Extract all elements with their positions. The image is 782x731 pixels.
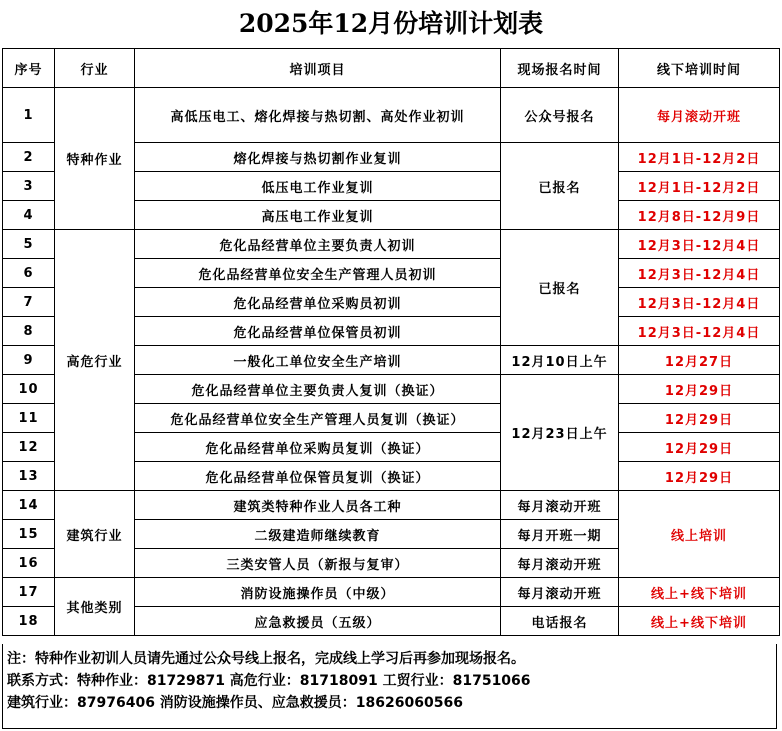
row-no: 1 (3, 88, 55, 143)
signup-cell: 每月滚动开班 (501, 549, 619, 578)
industry-cell: 建筑行业 (55, 491, 135, 578)
header-project: 培训项目 (135, 49, 501, 88)
training-time-cell: 每月滚动开班 (619, 88, 780, 143)
row-no: 12 (3, 433, 55, 462)
project-cell: 消防设施操作员（中级） (135, 578, 501, 607)
signup-cell: 12月23日上午 (501, 375, 619, 491)
training-time-cell: 线上培训 (619, 491, 780, 578)
project-cell: 高低压电工、熔化焊接与热切割、高处作业初训 (135, 88, 501, 143)
row-no: 8 (3, 317, 55, 346)
training-time-cell: 12月3日-12月4日 (619, 230, 780, 259)
project-cell: 危化品经营单位安全生产管理人员初训 (135, 259, 501, 288)
training-time-cell: 12月27日 (619, 346, 780, 375)
header-no: 序号 (3, 49, 55, 88)
training-time-cell: 12月29日 (619, 433, 780, 462)
training-time-cell: 12月29日 (619, 404, 780, 433)
project-cell: 三类安管人员（新报与复审） (135, 549, 501, 578)
industry-cell: 特种作业 (55, 88, 135, 230)
row-no: 4 (3, 201, 55, 230)
row-no: 6 (3, 259, 55, 288)
contact-line: 联系方式：特种作业：81729871 高危行业：81718091 工贸行业：81751066 (7, 673, 531, 689)
signup-cell: 已报名 (501, 230, 619, 346)
row-no: 5 (3, 230, 55, 259)
row-no: 17 (3, 578, 55, 607)
training-plan-table (2, 48, 780, 636)
training-time-cell: 12月1日-12月2日 (619, 172, 780, 201)
training-time-cell: 线上+线下培训 (619, 578, 780, 607)
training-time-cell: 12月29日 (619, 375, 780, 404)
industry-cell: 高危行业 (55, 230, 135, 491)
training-time-cell: 线上+线下培训 (619, 607, 780, 636)
table-header-row (3, 49, 780, 88)
table-row (3, 230, 780, 259)
project-cell: 一般化工单位安全生产培训 (135, 346, 501, 375)
project-cell: 危化品经营单位采购员复训（换证） (135, 433, 501, 462)
training-time-cell: 12月3日-12月4日 (619, 288, 780, 317)
row-no: 16 (3, 549, 55, 578)
training-time-cell: 12月3日-12月4日 (619, 259, 780, 288)
project-cell: 建筑类特种作业人员各工种 (135, 491, 501, 520)
training-time-cell: 12月8日-12月9日 (619, 201, 780, 230)
project-cell: 高压电工作业复训 (135, 201, 501, 230)
contact-line: 建筑行业：87976406 消防设施操作员、应急救援员：18626060566 (7, 695, 463, 711)
row-no: 11 (3, 404, 55, 433)
signup-cell: 电话报名 (501, 607, 619, 636)
industry-cell: 其他类别 (55, 578, 135, 636)
header-training-time: 线下培训时间 (619, 49, 780, 88)
header-industry: 行业 (55, 49, 135, 88)
project-cell: 二级建造师继续教育 (135, 520, 501, 549)
project-cell: 危化品经营单位采购员初训 (135, 288, 501, 317)
project-cell: 应急救援员（五级） (135, 607, 501, 636)
signup-cell: 每月开班一期 (501, 520, 619, 549)
row-no: 14 (3, 491, 55, 520)
signup-cell: 每月滚动开班 (501, 578, 619, 607)
notes-section (2, 644, 777, 729)
training-time-cell: 12月3日-12月4日 (619, 317, 780, 346)
project-cell: 危化品经营单位主要负责人复训（换证） (135, 375, 501, 404)
project-cell: 危化品经营单位主要负责人初训 (135, 230, 501, 259)
signup-cell: 12月10日上午 (501, 346, 619, 375)
page-title: 2025年12月份培训计划表 (238, 9, 544, 38)
row-no: 7 (3, 288, 55, 317)
row-no: 3 (3, 172, 55, 201)
project-cell: 危化品经营单位保管员初训 (135, 317, 501, 346)
project-cell: 危化品经营单位保管员复训（换证） (135, 462, 501, 491)
row-no: 9 (3, 346, 55, 375)
header-signup-time: 现场报名时间 (501, 49, 619, 88)
training-time-cell: 12月29日 (619, 462, 780, 491)
signup-cell: 已报名 (501, 143, 619, 230)
row-no: 13 (3, 462, 55, 491)
row-no: 18 (3, 607, 55, 636)
project-cell: 低压电工作业复训 (135, 172, 501, 201)
row-no: 10 (3, 375, 55, 404)
note-line: 注：特种作业初训人员请先通过公众号线上报名，完成线上学习后再参加现场报名。 (7, 651, 525, 667)
training-time-cell: 12月1日-12月2日 (619, 143, 780, 172)
signup-cell: 每月滚动开班 (501, 491, 619, 520)
project-cell: 熔化焊接与热切割作业复训 (135, 143, 501, 172)
signup-cell: 公众号报名 (501, 88, 619, 143)
table-row (3, 88, 780, 143)
row-no: 15 (3, 520, 55, 549)
table-row (3, 578, 780, 607)
table-row (3, 491, 780, 520)
row-no: 2 (3, 143, 55, 172)
project-cell: 危化品经营单位安全生产管理人员复训（换证） (135, 404, 501, 433)
